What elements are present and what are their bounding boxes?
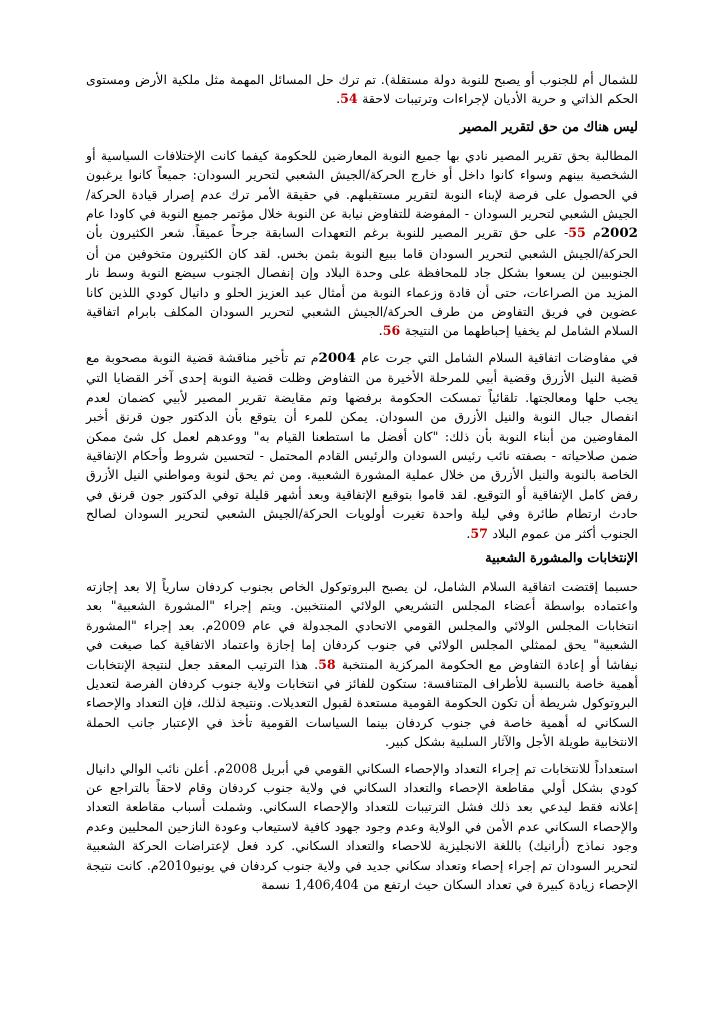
section-heading-self-determination: ليس هناك من حق لتقرير المصير xyxy=(459,119,638,135)
paragraph-census: استعداداً للانتخابات تم إجراء التعداد والإحصاء السكاني القومي في أبريل 2008م. أعلن نائب الوالي دانيال كودي بشكل أولي مقاطعة الإحصاء والتعداد السكاني في ولاية جنوب كردفان وقام لاحقاً بالتراجع عن إعلانه فقط ليدعي بعد ذلك فشل الترتيبات للتعداد والإحصاء السكاني. وشملت أسباب مقاطعة التعداد والإحصاء السكاني عدم الأمن في الولاية وعدم وجود جهود كافية لاستيعاب وعودة النازحين المحليين وعدم وجود نماذج (أرانيك) باللغة الانجليزية للاحصاء والتعداد السكاني. كرد فعل لإعتراضات الحركة الشعبية لتحرير السودان تم إجراء إحصاء وتعداد سكاني جديد في ولاية جنوب كردفان في يونيو2010م. كانت نتيجة الإحصاء زيادة كبيرة في تعداد السكان حيث ارتفع من 1,406,404 نسمة xyxy=(86,760,639,893)
footnote-ref-57: 57 xyxy=(470,525,488,541)
footnote-ref-56: 56 xyxy=(382,323,401,339)
paragraph-self-determination: المطالبة بحق تقرير المصير نادي بها جميع النوبة المعارضين للحكومة كيفما كانت الإختلافات السياسية أو الشخصية بينهم وسواء كانوا داخل أو خارج الحركة/الجيش الشعبي لتحرير السودان: جميعاً كانوا يرغبون في الحصول على فرصة لإبناء النوبة لتقرير مستقبلهم. في حقيقة الأمر ترك عدم إصرار قيادة الحركة/الجيش الشعبي لتحرير السودان - المفوضة للتفاوض نيابة عن النوبة خلال مؤتمر جميع النوبة في كاودا عام 2002م 55- على حق تقرير المصير للنوبة برغم التعهدات السابقة جرحاً عميقاً. شعر الكثيرون بأن الحركة/الجيش الشعبي لتحرير السودان قاما ببيع النوبة بثمن بخس. لقد كان الكثيرون متخوفين من أن الجنوبيين لن يسعوا بشكل جاد للمحافظة على وحدة البلاد وإن إنفصال الجنوب سيضع النوبة وسط نار المزيد من الصراعات، حتى أن قادة وزعماء النوبة من أمثال عبد العزيز الحلو و دانيال كودي اللذين كانا عضوين في فريق التفاوض من طرف الحركة/الجيش الشعبي لتحرير السودان المكلف بابرام اتفاقية السلام الشامل لم يخفيا إحباطهما من النتيجة 56. xyxy=(86,147,638,339)
footnote-ref-58: 58 xyxy=(318,656,336,672)
paragraph-intro: للشمال أم للجنوب أو يصبح للنوبة دولة مستقلة). تم ترك حل المسائل المهمة مثل ملكية الأرض ومستوى الحكم الذاتي و حرية الأديان لإجراءات وترتيبات لاحقة 54. xyxy=(86,72,638,107)
paragraph-negotiations: في مفاوضات اتفاقية السلام الشامل التي جرت عام 2004م تم تأخير مناقشة قضية النوبة مصحوبة مع قضية النيل الأزرق وقضية أبيي للمرحلة الأخيرة من التفاوض وظلت قضية النوبة إحدى آخر القضايا التي يجب حلها ومعالجتها. تلقائياً تمسكت الحكومة برفضها وتم مقايضة تقرير المصير لأبيي كضمان لعدم انفصال جبال النوبة والنيل الأزرق من السودان. يمكن للمرء أن يتوقع بأن الدكتور جون قرنق أخبر المفاوضين من أبناء النوبة بأن ذلك: "كان أفضل ما استطعنا القيام به" ووعدهم لعمل كل شئ ممكن ضمن صلاحياته - بصفته نائب رئيس السودان والرئيس القادم المحتمل - لتحسين شروط وأحكام الإتفاقية الخاصة بالنوبة والنيل الأزرق من خلال عملية المشورة الشعبية. ومن ثم يحق لنوبة ومواطني النيل الأزرق رفض كامل الإتفاقية أو التوقيع. لقد قاموا بتوقيع الإتفاقية وبعد أشهر قليلة توفي الدكتور جون قرنق في حادث ارتطام طائرة وفي ليلة واحدة تغيرت أولويات الحركة/الجيش الشعبي لتحرير السودان لصالح الجنوب أكثر من عموم البلاد 57. xyxy=(86,349,638,541)
section-heading-elections: الإنتخابات والمشورة الشعبية xyxy=(485,550,638,566)
footnote-ref-54: 54 xyxy=(340,91,358,107)
paragraph-elections: حسبما إقتضت اتفاقية السلام الشامل، لن يصبح البروتوكول الخاص بجنوب كردفان سارياً إلا بعد إجازته واعتماده بواسطة أعضاء المجلس التشريعي الولائي المنتخبين. ويتم إجراء "المشورة الشعبية" بعد انتخابات المجلس الولائي والمجلس القومي الاتحادي المجدولة في عام 2009م. بعد إجراء "المشورة الشعبية" يحق لممثلي المجلس الولائي في جنوب كردفان إما إجازة واعتماد الاتفاقية كما صيغت في نيفاشا أو إعادة التفاوض مع الحكومة المركزية المنتخبة 58. هذا الترتيب المعقد جعل لنتيجة الإنتخابات أهمية خاصة بالنسبة للأطراف المتنافسة: ستكون للفائز في انتخابات ولاية جنوب كردفان الفرصة لتعديل البروتوكول شريطة أن تكون الحكومة القومية مستعدة لقبول التعديلات. ونتيجة لذلك، فإن التعداد والإحصاء السكاني له أهمية خاصة في جنوب كردفان بينما السياسات القومية تأخذ في الإعتبار جانب الحملة الانتخابية طويلة الأجل والآثار السلبية بشكل كبير. xyxy=(86,578,638,750)
footnote-ref-55: 55 xyxy=(568,225,586,241)
